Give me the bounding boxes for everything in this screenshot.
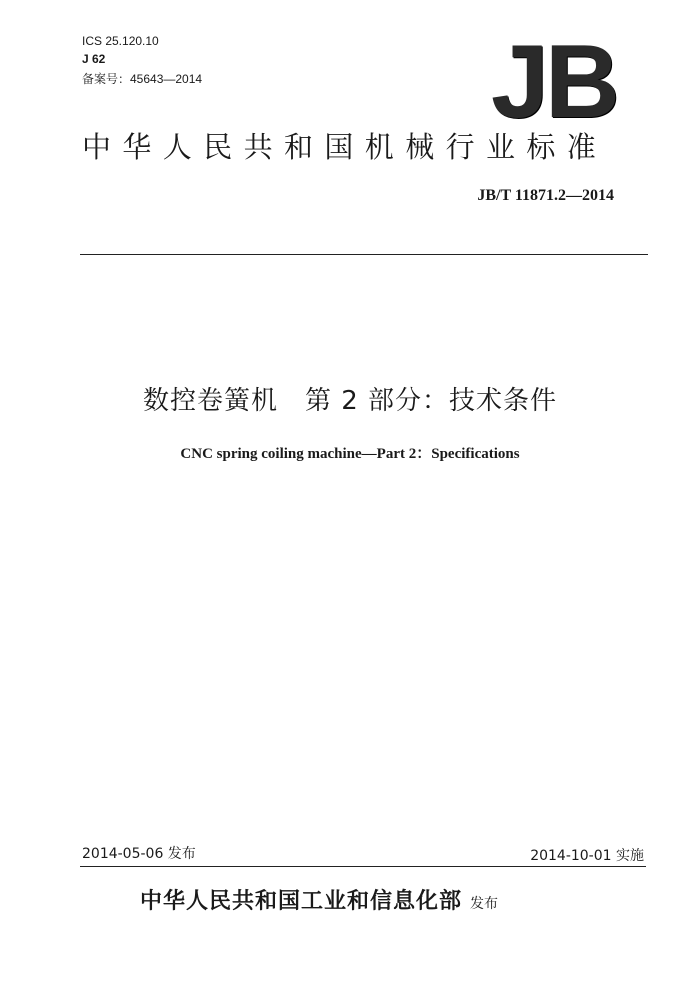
top-divider [80,254,648,255]
document-title-cn: 数控卷簧机 第 2 部分：技术条件 [142,386,558,416]
standard-number: JB/T 11871.2—2014 [477,187,614,204]
publisher [140,884,498,915]
publisher-name: 中华人民共和国工业和信息化部 [140,889,463,914]
ics-code: ICS 25.120.10 [82,34,159,48]
document-title-en: CNC spring coiling machine—Part 2：Specifications [180,446,520,462]
filing-number: 备案号：45643—2014 [82,72,203,86]
bottom-divider [80,866,646,867]
issue-date: 2014-05-06 发布 [82,846,196,862]
implementation-date: 2014-10-01 实施 [530,848,644,864]
jb-logo: JB [491,24,616,140]
publisher-suffix: 发布 [470,896,499,912]
org-title: 中华人民共和国机械行业标准 [82,130,608,164]
ccs-code: J 62 [82,52,106,66]
